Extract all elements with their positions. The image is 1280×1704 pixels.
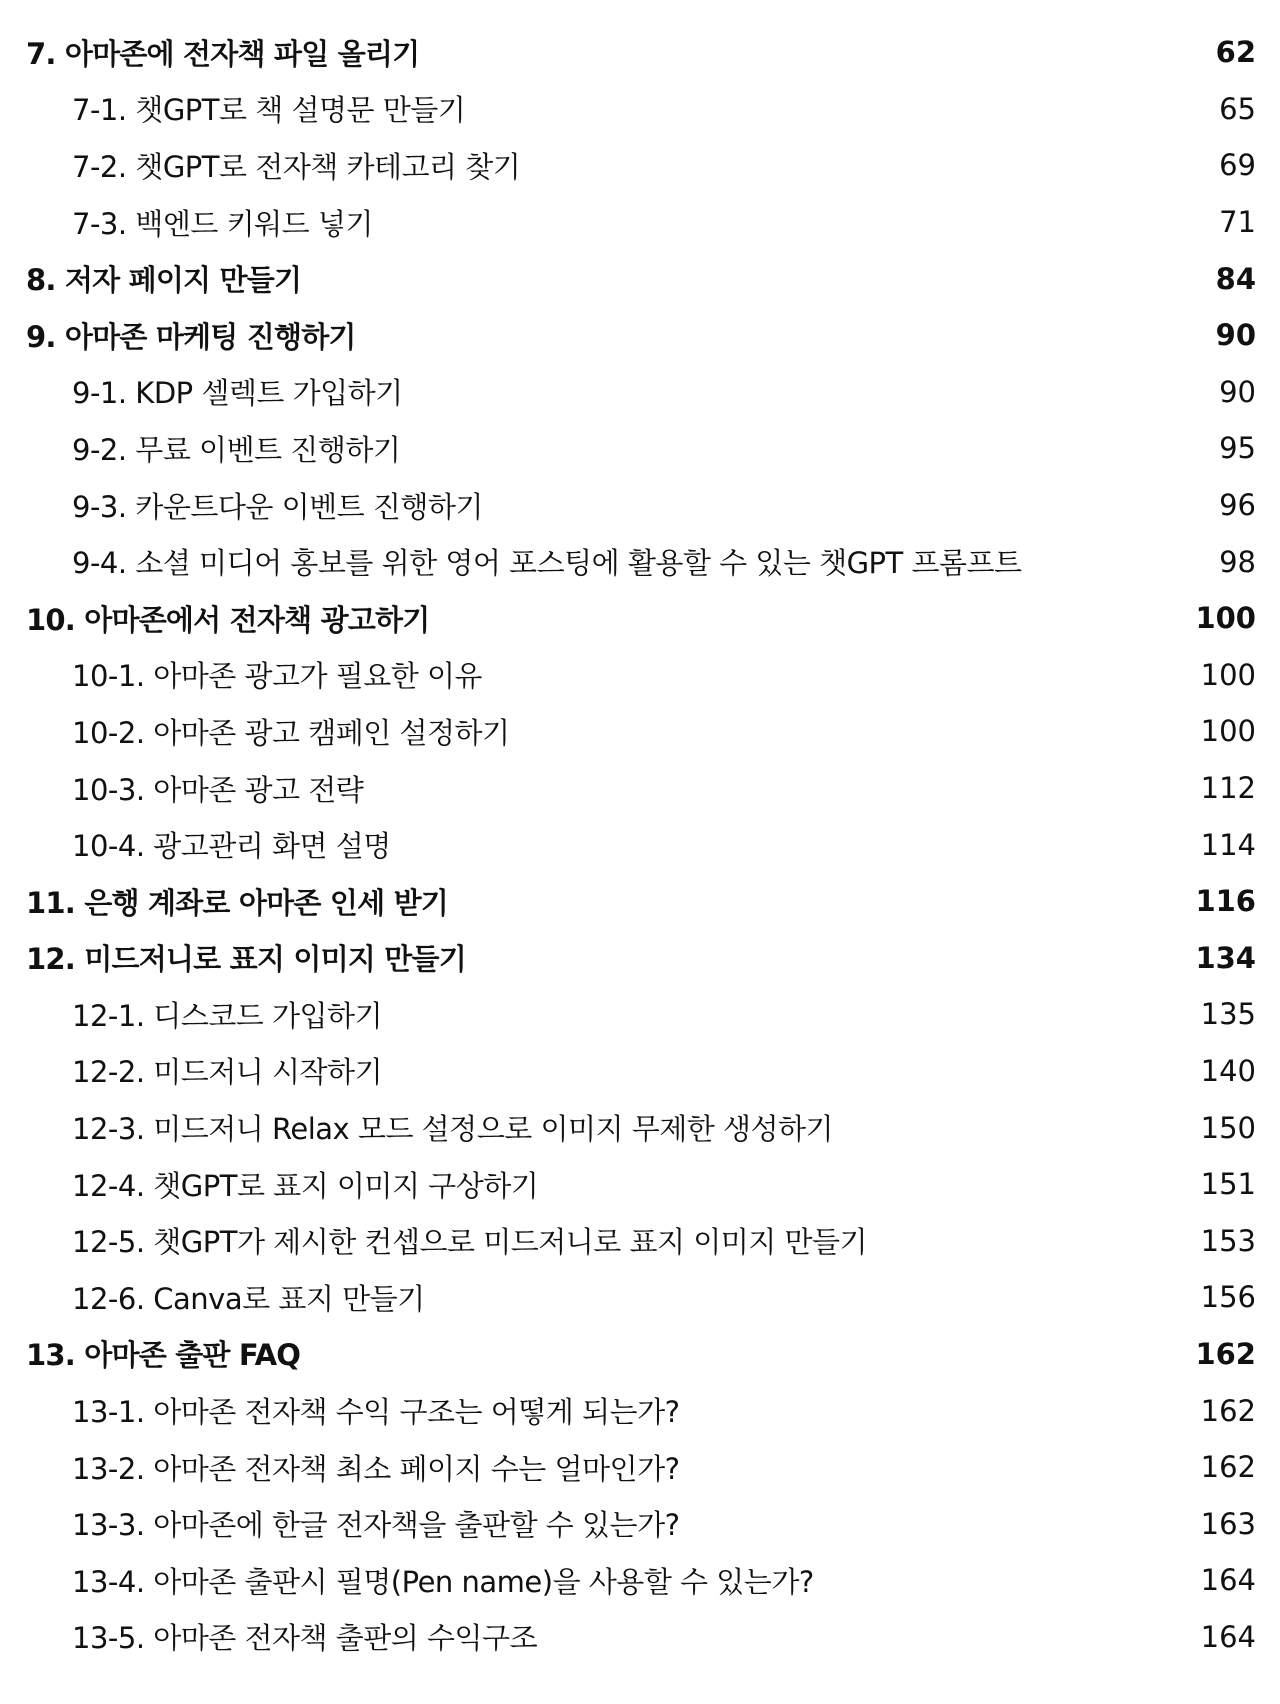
toc-entry-page: 84	[1215, 261, 1256, 296]
toc-entry-title: 12-4. 챗GPT로 표지 이미지 구상하기	[72, 1168, 539, 1203]
toc-section-13-5[interactable]	[0, 1609, 1280, 1666]
toc-chapter-8[interactable]	[0, 250, 1280, 307]
toc-entry-title: 12-5. 챗GPT가 제시한 컨셉으로 미드저니로 표지 이미지 만들기	[72, 1225, 868, 1260]
toc-entry-title: 12-3. 미드저니 Relax 모드 설정으로 이미지 무제한 생성하기	[72, 1112, 834, 1147]
toc-entry-title: 11. 은행 계좌로 아마존 인세 받기	[26, 885, 449, 920]
toc-section-7-1[interactable]	[0, 81, 1280, 138]
toc-entry-page: 162	[1200, 1393, 1256, 1428]
toc-entry-title: 8. 저자 페이지 만들기	[26, 263, 302, 298]
toc-section-12-5[interactable]	[0, 1212, 1280, 1269]
toc-entry-page: 98	[1219, 544, 1256, 579]
toc-entry-page: 62	[1215, 35, 1256, 70]
toc-chapter-9[interactable]	[0, 307, 1280, 364]
toc-entry-title: 13-1. 아마존 전자책 수익 구조는 어떻게 되는가?	[72, 1395, 680, 1430]
toc-entry-page: 100	[1200, 657, 1256, 692]
toc-chapter-13[interactable]	[0, 1326, 1280, 1383]
toc-entry-page: 140	[1200, 1053, 1256, 1088]
toc-entry-page: 112	[1200, 771, 1256, 806]
toc-entry-title: 7-1. 챗GPT로 책 설명문 만들기	[72, 93, 466, 128]
toc-entry-title: 12-1. 디스코드 가입하기	[72, 998, 383, 1033]
toc-section-9-2[interactable]	[0, 420, 1280, 477]
toc-entry-page: 100	[1200, 714, 1256, 749]
toc-section-13-2[interactable]	[0, 1439, 1280, 1496]
toc-entry-title: 9-4. 소셜 미디어 홍보를 위한 영어 포스팅에 활용할 수 있는 챗GPT 프롬프트	[72, 546, 1022, 581]
toc-section-9-4[interactable]	[0, 533, 1280, 590]
toc-entry-title: 12-6. Canva로 표지 만들기	[72, 1281, 425, 1316]
toc-entry-page: 116	[1195, 884, 1256, 919]
toc-section-7-3[interactable]	[0, 194, 1280, 251]
toc-entry-page: 65	[1219, 91, 1256, 126]
toc-chapter-7[interactable]	[0, 24, 1280, 81]
toc-entry-page: 100	[1195, 601, 1256, 636]
toc-entry-page: 135	[1200, 997, 1256, 1032]
toc-entry-page: 162	[1195, 1336, 1256, 1371]
toc-section-12-4[interactable]	[0, 1156, 1280, 1213]
toc-entry-page: 156	[1200, 1280, 1256, 1315]
toc-chapter-10[interactable]	[0, 590, 1280, 647]
toc-section-7-2[interactable]	[0, 137, 1280, 194]
toc-entry-page: 90	[1215, 318, 1256, 353]
toc-entry-title: 9-3. 카운트다운 이벤트 진행하기	[72, 489, 483, 524]
toc-entry-page: 96	[1219, 488, 1256, 523]
toc-section-10-3[interactable]	[0, 760, 1280, 817]
toc-entry-title: 7-3. 백엔드 키워드 넣기	[72, 206, 373, 241]
toc-entry-page: 69	[1219, 148, 1256, 183]
toc-entry-page: 162	[1200, 1450, 1256, 1485]
toc-section-12-1[interactable]	[0, 986, 1280, 1043]
toc-entry-title: 7. 아마존에 전자책 파일 올리기	[26, 36, 420, 71]
toc-section-12-2[interactable]	[0, 1043, 1280, 1100]
toc-section-13-4[interactable]	[0, 1552, 1280, 1609]
toc-chapter-11[interactable]	[0, 873, 1280, 930]
toc-section-9-3[interactable]	[0, 477, 1280, 534]
toc-entry-title: 10-2. 아마존 광고 캠페인 설정하기	[72, 715, 510, 750]
toc-entry-page: 163	[1200, 1506, 1256, 1541]
toc-section-9-1[interactable]	[0, 364, 1280, 421]
toc-chapter-12[interactable]	[0, 930, 1280, 987]
toc-entry-title: 12. 미드저니로 표지 이미지 만들기	[26, 942, 466, 977]
toc-entry-title: 12-2. 미드저니 시작하기	[72, 1055, 383, 1090]
toc-entry-page: 134	[1195, 940, 1256, 975]
toc-entry-page: 153	[1200, 1223, 1256, 1258]
toc-entry-title: 9-2. 무료 이벤트 진행하기	[72, 432, 401, 467]
toc-entry-title: 10-3. 아마존 광고 전략	[72, 772, 364, 807]
toc-entry-page: 164	[1200, 1563, 1256, 1598]
toc-entry-title: 13-5. 아마존 전자책 출판의 수익구조	[72, 1621, 538, 1656]
toc-entry-page: 151	[1200, 1167, 1256, 1202]
toc-section-10-4[interactable]	[0, 816, 1280, 873]
toc-entry-page: 95	[1219, 431, 1256, 466]
toc-entry-title: 9-1. KDP 셀렉트 가입하기	[72, 376, 403, 411]
toc-entry-title: 13-2. 아마존 전자책 최소 페이지 수는 얼마인가?	[72, 1451, 680, 1486]
toc-entry-title: 7-2. 챗GPT로 전자책 카테고리 찾기	[72, 149, 521, 184]
toc-entry-title: 9. 아마존 마케팅 진행하기	[26, 319, 356, 354]
toc-entry-page: 71	[1219, 205, 1256, 240]
toc-entry-title: 13-4. 아마존 출판시 필명(Pen name)을 사용할 수 있는가?	[72, 1564, 814, 1599]
toc-entry-page: 114	[1200, 827, 1256, 862]
toc-entry-title: 13-3. 아마존에 한글 전자책을 출판할 수 있는가?	[72, 1508, 680, 1543]
toc-entry-page: 164	[1200, 1619, 1256, 1654]
toc-section-10-1[interactable]	[0, 647, 1280, 704]
toc-entry-title: 10-4. 광고관리 화면 설명	[72, 829, 391, 864]
toc-entry-page: 150	[1200, 1110, 1256, 1145]
toc-entry-title: 10-1. 아마존 광고가 필요한 이유	[72, 659, 483, 694]
toc-entry-page: 90	[1219, 374, 1256, 409]
toc-entry-title: 10. 아마존에서 전자책 광고하기	[26, 602, 430, 637]
toc-section-12-3[interactable]	[0, 1099, 1280, 1156]
toc-section-13-3[interactable]	[0, 1495, 1280, 1552]
table-of-contents	[0, 24, 1280, 1665]
toc-section-13-1[interactable]	[0, 1382, 1280, 1439]
toc-section-12-6[interactable]	[0, 1269, 1280, 1326]
toc-section-10-2[interactable]	[0, 703, 1280, 760]
toc-entry-title: 13. 아마존 출판 FAQ	[26, 1338, 301, 1373]
